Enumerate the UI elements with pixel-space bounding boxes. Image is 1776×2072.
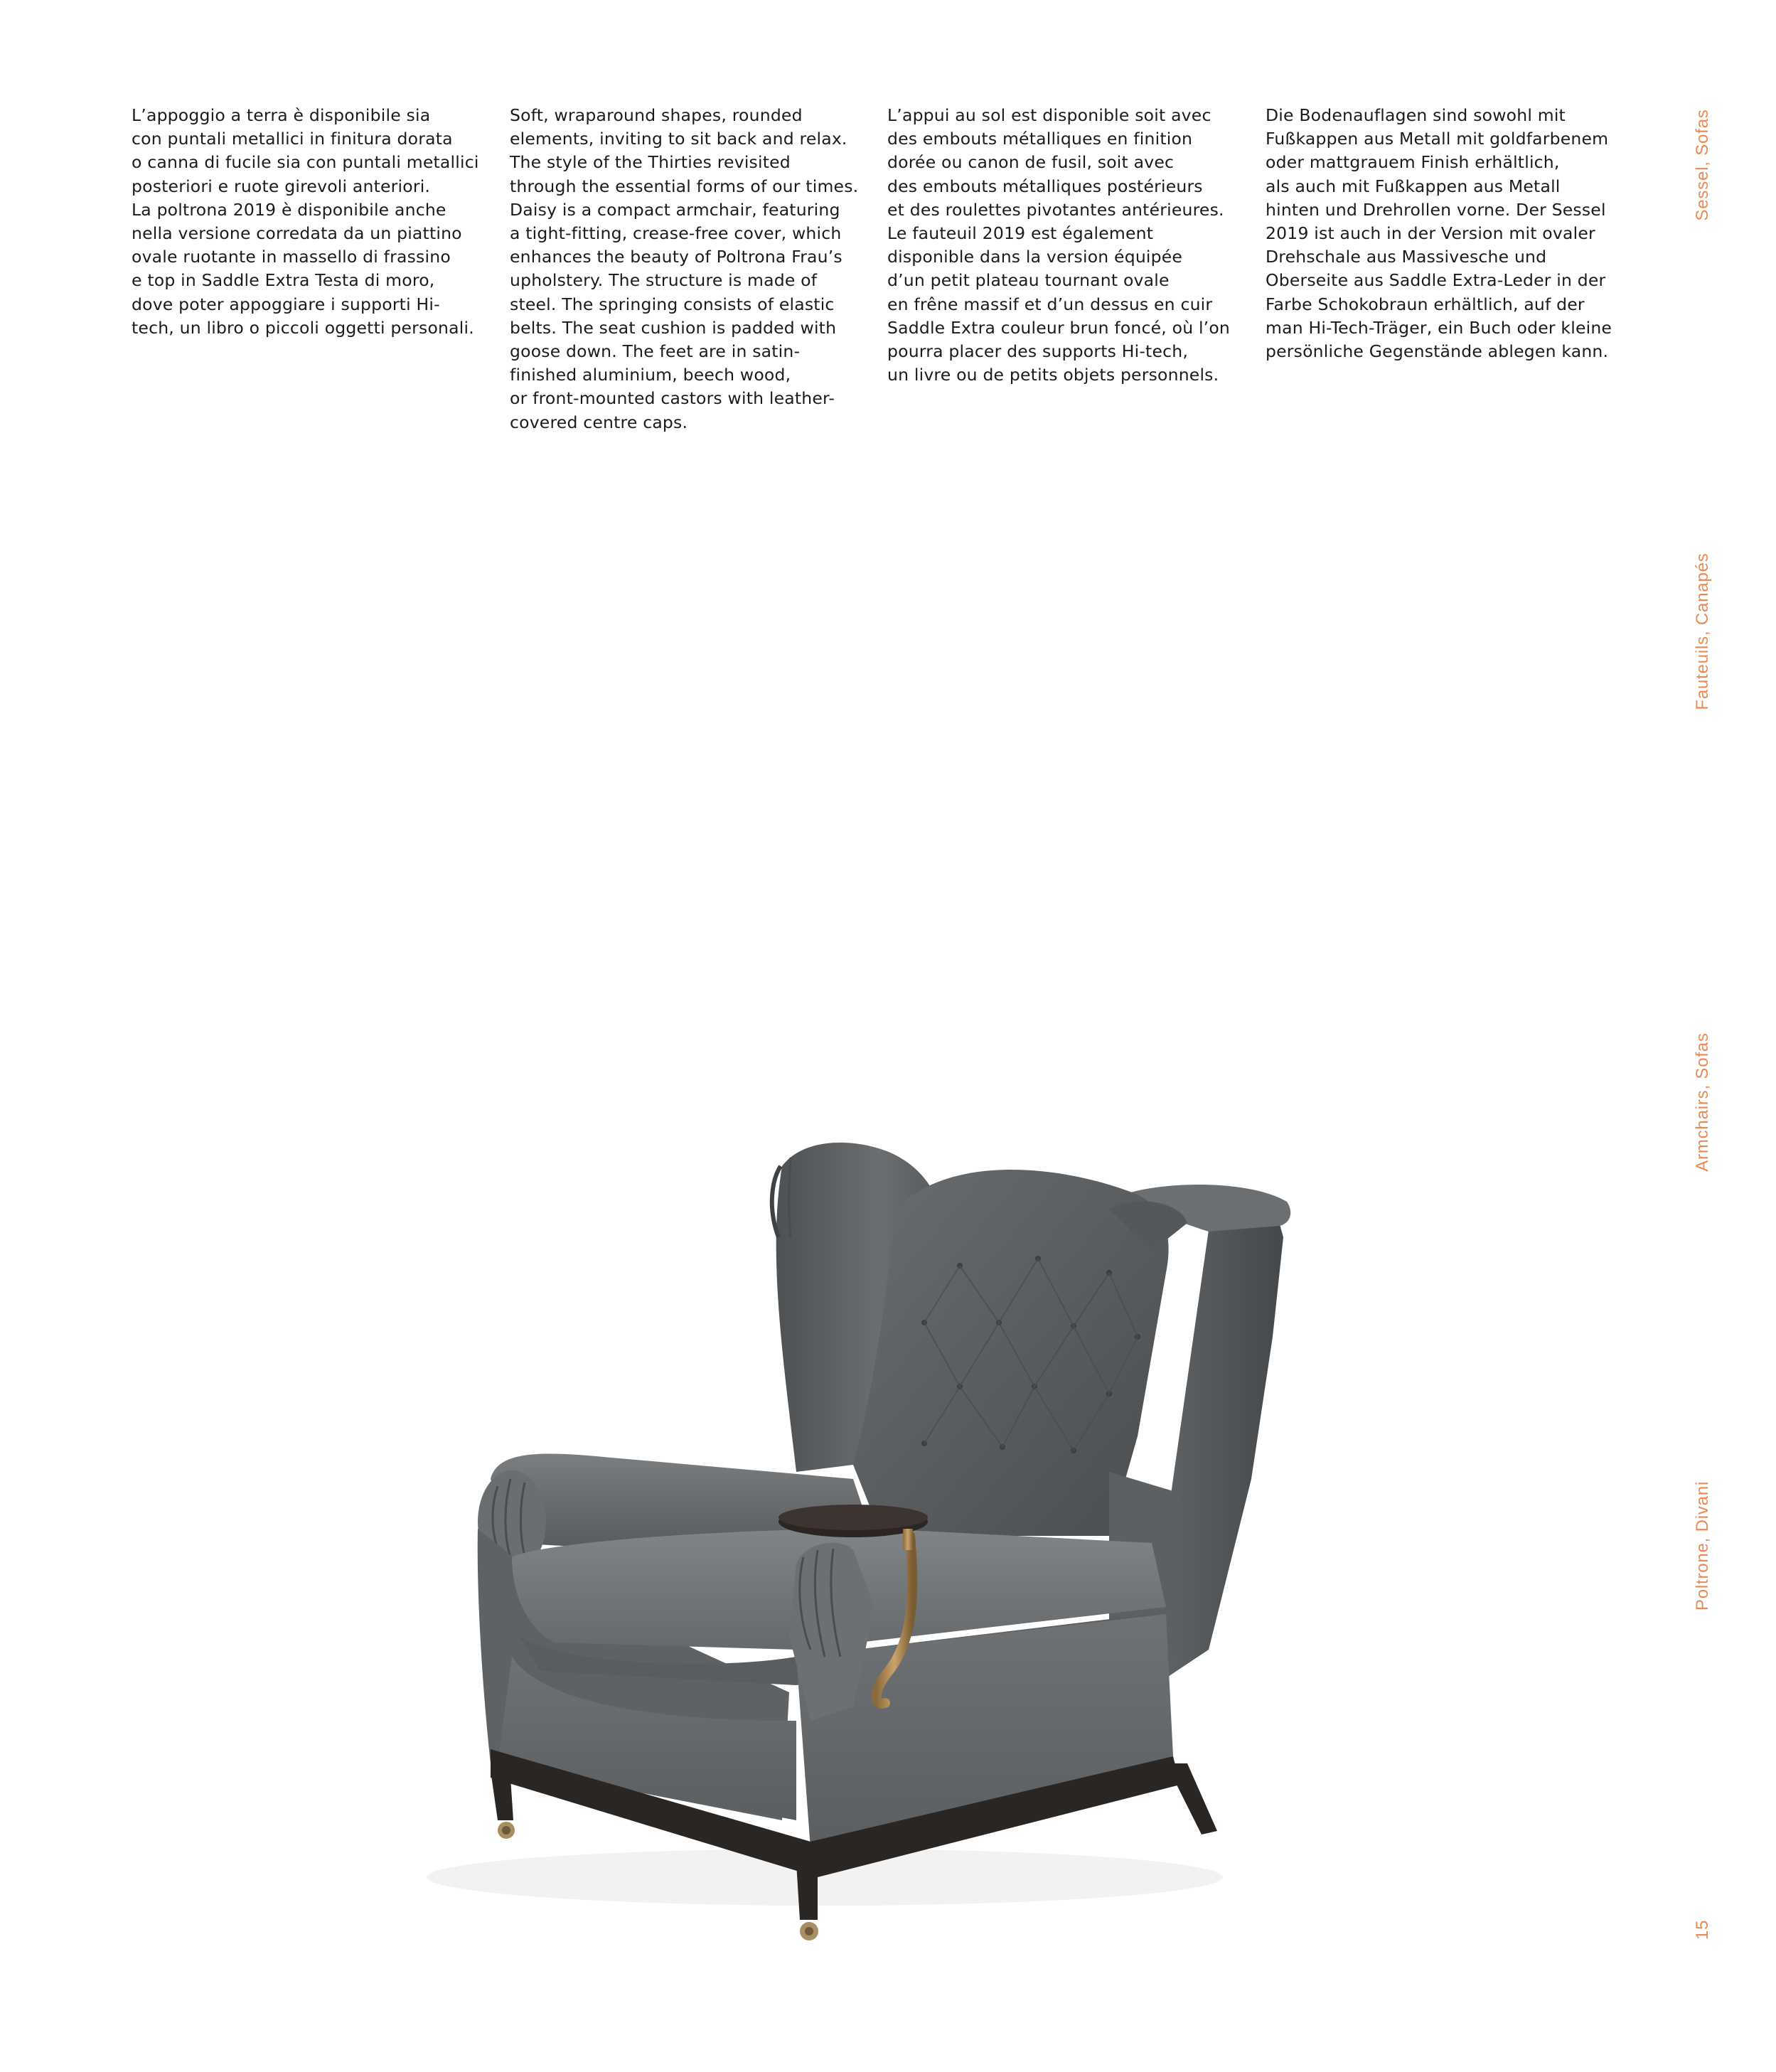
text-line: Saddle Extra couleur brun foncé, où l’on (887, 317, 1231, 338)
text-line: or front-mounted castors with leather- (510, 388, 835, 409)
text-line: Farbe Schokobraun erhältlich, auf der (1266, 294, 1585, 314)
text-line: disponible dans la version équipée (887, 247, 1183, 267)
text-line: als auch mit Fußkappen aus Metall (1266, 176, 1561, 196)
text-line: con puntali metallici in finitura dorata (132, 129, 453, 149)
text-line: un livre ou de petits objets personnels. (887, 365, 1219, 385)
text-line: d’un petit plateau tournant ovale (887, 270, 1170, 291)
text-line: dorée ou canon de fusil, soit avec (887, 152, 1175, 173)
text-column-french (887, 104, 1243, 387)
text-line: Drehschale aus Massivesche und (1266, 247, 1547, 267)
text-line: a tight-fitting, crease-free cover, which (510, 223, 842, 244)
text-line: Le fauteuil 2019 est également (887, 223, 1154, 244)
text-line: finished aluminium, beech wood, (510, 365, 791, 385)
text-line: dove poter appoggiare i supporti Hi- (132, 294, 440, 314)
text-line: Die Bodenauflagen sind sowohl mit (1266, 105, 1566, 125)
sidebar-label-text: Poltrone, Divani (1693, 1480, 1712, 1611)
text-line: covered centre caps. (510, 412, 688, 432)
text-line: e top in Saddle Extra Testa di moro, (132, 270, 435, 291)
text-line: steel. The springing consists of elastic (510, 294, 835, 314)
sidebar-label-text: Armchairs, Sofas (1693, 1032, 1712, 1172)
text-column-english (510, 104, 865, 434)
sidebar-label-text: Sessel, Sofas (1693, 109, 1712, 221)
text-line: o canna di fucile sia con puntali metallici (132, 152, 479, 173)
text-line: ovale ruotante in massello di frassino (132, 247, 451, 267)
text-line: hinten und Drehrollen vorne. Der Sessel (1266, 199, 1606, 220)
armchair-image (398, 1109, 1379, 1991)
sidebar-label-text: Fauteuils, Canapés (1693, 552, 1712, 710)
text-line: des embouts métalliques postérieurs (887, 176, 1203, 196)
text-line: Soft, wraparound shapes, rounded (510, 105, 803, 125)
text-line: et des roulettes pivotantes antérieures. (887, 199, 1224, 220)
text-line: La poltrona 2019 è disponibile anche (132, 199, 446, 220)
text-line: tech, un libro o piccoli oggetti personali. (132, 317, 474, 338)
text-line: Fußkappen aus Metall mit goldfarbenem (1266, 129, 1609, 149)
text-line: The style of the Thirties revisited (510, 152, 791, 173)
text-line: L’appoggio a terra è disponibile sia (132, 105, 431, 125)
text-line: L’appui au sol est disponible soit avec (887, 105, 1211, 125)
text-line: enhances the beauty of Poltrona Frau’s (510, 247, 842, 267)
text-line: elements, inviting to sit back and relax. (510, 129, 847, 149)
text-line: through the essential forms of our times. (510, 176, 859, 196)
text-line: persönliche Gegenstände ablegen kann. (1266, 341, 1609, 362)
text-line: Daisy is a compact armchair, featuring (510, 199, 840, 220)
text-line: man Hi-Tech-Träger, ein Buch oder kleine (1266, 317, 1612, 338)
text-column-german (1266, 104, 1621, 363)
text-line: en frêne massif et d’un dessus en cuir (887, 294, 1213, 314)
text-column-italian (132, 104, 487, 340)
text-line: Oberseite aus Saddle Extra-Leder in der (1266, 270, 1606, 291)
text-line: 2019 ist auch in der Version mit ovaler (1266, 223, 1595, 244)
text-line: oder mattgrauem Finish erhältlich, (1266, 152, 1560, 173)
text-line: des embouts métalliques en finition (887, 129, 1193, 149)
text-line: upholstery. The structure is made of (510, 270, 818, 291)
text-line: pourra placer des supports Hi-tech, (887, 341, 1188, 362)
text-line: goose down. The feet are in satin- (510, 341, 801, 362)
text-line: posteriori e ruote girevoli anteriori. (132, 176, 431, 196)
text-line: belts. The seat cushion is padded with (510, 317, 837, 338)
text-line: nella versione corredata da un piattino (132, 223, 462, 244)
page-number-text: 15 (1693, 1919, 1712, 1940)
